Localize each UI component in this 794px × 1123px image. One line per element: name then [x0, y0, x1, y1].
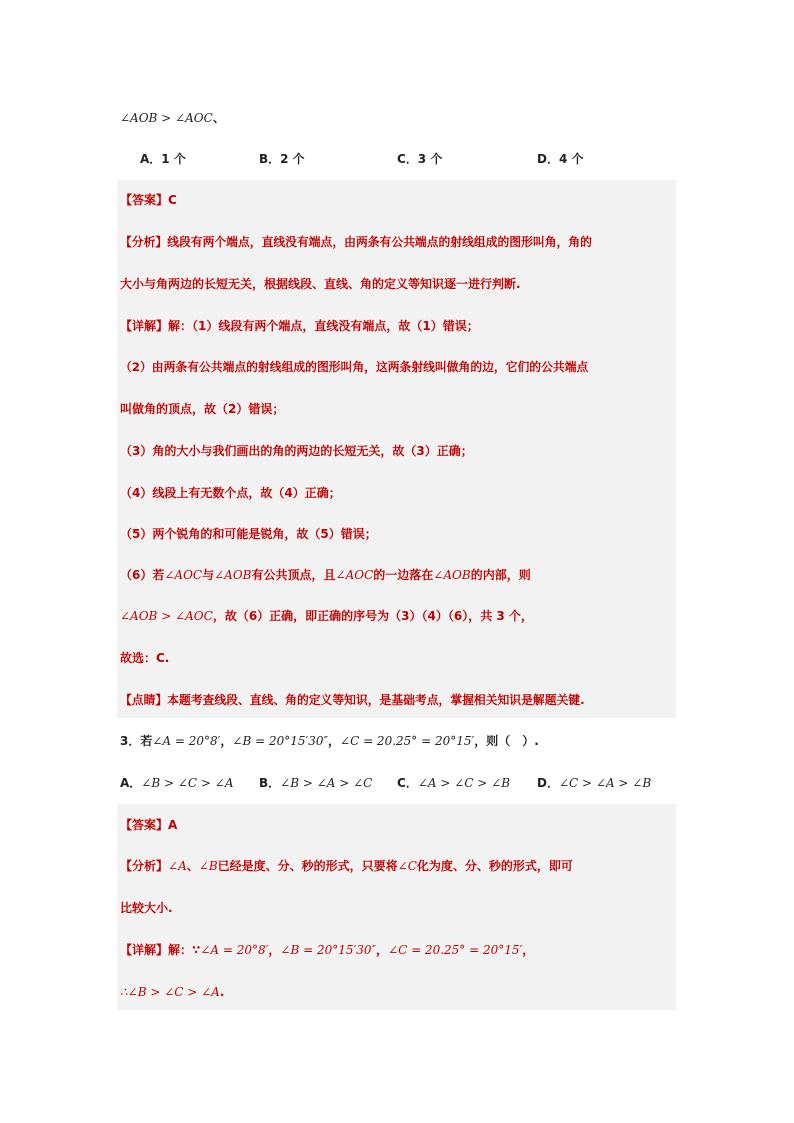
text-segment: 、	[186, 859, 199, 873]
angle-b-value: ∠B = 20°15′30″	[280, 943, 376, 957]
option-label: B．	[259, 776, 281, 790]
separator: ，	[328, 734, 341, 748]
q2-detail-line6: （5）两个锐角的和可能是锐角，故（5）错误；	[120, 527, 377, 541]
text-segment: ，故（6）正确，即正确的序号为（3）（4）（6），共 3 个，	[212, 609, 533, 623]
q3-stem	[120, 733, 539, 749]
text-segment: 的一边落在	[373, 568, 434, 582]
angle-c: ∠C	[397, 859, 417, 873]
text-segment: 与	[202, 568, 215, 582]
q2-detail-line9: 故选：C.	[120, 651, 170, 665]
q3-solution-box	[117, 804, 676, 1010]
angle-expression: ∠AOB > ∠AOC	[120, 111, 213, 125]
angle-aoc: ∠AOC	[164, 568, 203, 582]
angle-b: ∠B	[198, 859, 218, 873]
text-segment: 【详解】解：∵	[120, 943, 201, 957]
option-math: ∠C > ∠A > ∠B	[558, 776, 652, 790]
angle-a-value: ∠A = 20°8′	[152, 734, 221, 748]
q2-detail-line3: 叫做角的顶点，故（2）错误；	[120, 402, 285, 416]
separator: ，	[220, 734, 233, 748]
q2-detail-line8	[120, 608, 533, 624]
q2-detail-line5: （4）线段上有无数个点，故（4）正确；	[120, 486, 341, 500]
angle-c-value: ∠C = 20.25° = 20°15′	[388, 943, 523, 957]
q2-option-d: D．4 个	[537, 152, 584, 166]
text-segment: （6）若	[120, 568, 165, 582]
q3-option-a	[120, 775, 234, 791]
text-segment: 【分析】	[120, 859, 169, 873]
q2-analysis-line1: 【分析】线段有两个端点，直线没有端点，由两条有公共端点的射线组成的图形叫角，角的	[120, 235, 592, 249]
q2-answer: 【答案】C	[120, 193, 177, 207]
text-segment: 的内部，则	[470, 568, 531, 582]
q3-answer: 【答案】A	[120, 818, 178, 832]
q2-option-b: B．2 个	[259, 152, 305, 166]
top-line	[120, 110, 225, 126]
question-tail: ，则（ ）.	[474, 734, 539, 748]
q3-analysis-line1	[120, 858, 573, 874]
option-label: A．	[120, 776, 142, 790]
q2-detail-line1: 【详解】解：（1）线段有两个端点，直线没有端点，故（1）错误；	[120, 319, 479, 333]
option-math: ∠A > ∠C > ∠B	[417, 776, 511, 790]
angle-c-value: ∠C = 20.25° = 20°15′	[340, 734, 475, 748]
text-segment: 已经是度、分、秒的形式，只要将	[217, 859, 398, 873]
separator: ，	[376, 943, 389, 957]
option-math: ∠B > ∠C > ∠A	[141, 776, 234, 790]
q2-detail-line2: （2）由两条有公共端点的射线组成的图形叫角，这两条射线叫做角的边，它们的公共端点	[120, 360, 589, 374]
separator: ，	[268, 943, 281, 957]
angle-aob: ∠AOB	[214, 568, 252, 582]
q3-detail-line1	[120, 942, 534, 958]
separator: ，	[522, 943, 535, 957]
q3-analysis-line2: 比较大小.	[120, 901, 173, 915]
angle-comparison: ∠AOB > ∠AOC	[120, 609, 213, 623]
q2-analysis-line2: 大小与角两边的长短无关，根据线段、直线、角的定义等知识逐一进行判断.	[120, 277, 521, 291]
option-math: ∠B > ∠A > ∠C	[280, 776, 373, 790]
q3-option-b	[259, 775, 372, 791]
option-label: D．	[537, 776, 559, 790]
q2-comment: 【点睛】本题考查线段、直线、角的定义等知识，是基础考点，掌握相关知识是解题关键.	[120, 693, 585, 707]
q2-option-c: C．3 个	[397, 152, 443, 166]
q3-option-c	[397, 775, 510, 791]
angle-a: ∠A	[168, 859, 187, 873]
conclusion-math: ∴∠B > ∠C > ∠A	[120, 985, 220, 999]
angle-a-value: ∠A = 20°8′	[200, 943, 269, 957]
question-number: 3．若	[120, 734, 153, 748]
q3-option-d	[537, 775, 651, 791]
q2-option-a: A．1 个	[140, 152, 186, 166]
q2-detail-line7	[120, 567, 531, 583]
angle-b-value: ∠B = 20°15′30″	[232, 734, 328, 748]
punctuation: 、	[212, 111, 225, 125]
text-segment: 化为度、分、秒的形式，即可	[416, 859, 573, 873]
punctuation: .	[219, 985, 225, 999]
text-segment: 有公共顶点，且	[251, 568, 336, 582]
q2-detail-line4: （3）角的大小与我们画出的角的两边的长短无关，故（3）正确；	[120, 444, 473, 458]
option-label: C．	[397, 776, 418, 790]
angle-aoc: ∠AOC	[335, 568, 374, 582]
q3-conclusion	[120, 984, 224, 1000]
angle-aob: ∠AOB	[433, 568, 471, 582]
